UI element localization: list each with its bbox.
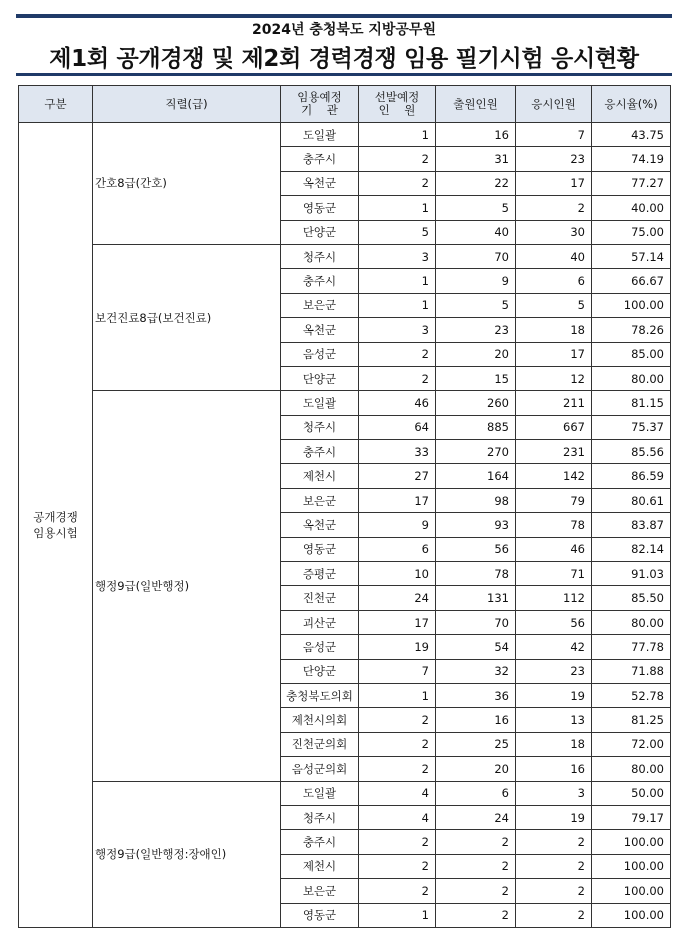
- applicants-cell: 16: [436, 708, 516, 732]
- agency-cell: 음성군: [281, 635, 359, 659]
- agency-cell: 청주시: [281, 415, 359, 439]
- rate-cell: 100.00: [592, 879, 671, 903]
- rate-cell: 75.00: [592, 220, 671, 244]
- agency-cell: 충주시: [281, 830, 359, 854]
- header-planned-line2: 인 원: [378, 103, 416, 117]
- agency-cell: 충청북도의회: [281, 683, 359, 707]
- grade-cell: 행정9급(일반행정:장애인): [93, 781, 281, 927]
- examinees-cell: 30: [516, 220, 592, 244]
- applicants-cell: 2: [436, 879, 516, 903]
- rate-cell: 80.00: [592, 366, 671, 390]
- planned-cell: 27: [359, 464, 436, 488]
- agency-cell: 보은군: [281, 879, 359, 903]
- category-line2: 임용시험: [33, 525, 78, 540]
- planned-cell: 1: [359, 293, 436, 317]
- planned-cell: 2: [359, 830, 436, 854]
- planned-cell: 24: [359, 586, 436, 610]
- examinees-cell: 142: [516, 464, 592, 488]
- planned-cell: 4: [359, 805, 436, 829]
- page-title: 제1회 공개경쟁 및 제2회 경력경쟁 임용 필기시험 응시현황: [49, 46, 639, 72]
- rate-cell: 80.00: [592, 757, 671, 781]
- rate-cell: 85.00: [592, 342, 671, 366]
- examinees-cell: 18: [516, 732, 592, 756]
- examinees-cell: 19: [516, 805, 592, 829]
- agency-cell: 보은군: [281, 488, 359, 512]
- examinees-cell: 231: [516, 440, 592, 464]
- title-bottom-rule: [16, 73, 672, 76]
- rate-cell: 43.75: [592, 123, 671, 147]
- agency-cell: 보은군: [281, 293, 359, 317]
- applicants-cell: 270: [436, 440, 516, 464]
- planned-cell: 1: [359, 903, 436, 927]
- planned-cell: 19: [359, 635, 436, 659]
- agency-cell: 제천시의회: [281, 708, 359, 732]
- examinees-cell: 2: [516, 854, 592, 878]
- rate-cell: 40.00: [592, 196, 671, 220]
- applicants-cell: 93: [436, 513, 516, 537]
- rate-cell: 81.15: [592, 391, 671, 415]
- rate-cell: 85.56: [592, 440, 671, 464]
- examinees-cell: 46: [516, 537, 592, 561]
- agency-cell: 음성군: [281, 342, 359, 366]
- applicants-cell: 56: [436, 537, 516, 561]
- applicants-cell: 885: [436, 415, 516, 439]
- examinees-cell: 40: [516, 244, 592, 268]
- header-examinees: 응시인원: [516, 86, 592, 123]
- rate-cell: 74.19: [592, 147, 671, 171]
- page-subtitle: 2024년 충청북도 지방공무원: [252, 22, 436, 38]
- examinees-cell: 2: [516, 903, 592, 927]
- applicants-cell: 24: [436, 805, 516, 829]
- examinees-cell: 17: [516, 171, 592, 195]
- applicants-cell: 9: [436, 269, 516, 293]
- examinees-cell: 16: [516, 757, 592, 781]
- agency-cell: 진천군의회: [281, 732, 359, 756]
- rate-cell: 85.50: [592, 586, 671, 610]
- agency-cell: 영동군: [281, 196, 359, 220]
- grade-cell: 간호8급(간호): [93, 123, 281, 245]
- agency-cell: 증평군: [281, 562, 359, 586]
- planned-cell: 2: [359, 366, 436, 390]
- planned-cell: 2: [359, 147, 436, 171]
- examinees-cell: 12: [516, 366, 592, 390]
- applicants-cell: 131: [436, 586, 516, 610]
- examinees-cell: 13: [516, 708, 592, 732]
- rate-cell: 80.00: [592, 610, 671, 634]
- agency-cell: 충주시: [281, 147, 359, 171]
- planned-cell: 2: [359, 757, 436, 781]
- rate-cell: 75.37: [592, 415, 671, 439]
- agency-cell: 음성군의회: [281, 757, 359, 781]
- examinees-cell: 5: [516, 293, 592, 317]
- applicants-cell: 31: [436, 147, 516, 171]
- agency-cell: 청주시: [281, 244, 359, 268]
- header-agency-line1: 임용예정: [297, 90, 342, 104]
- planned-cell: 2: [359, 854, 436, 878]
- agency-cell: 옥천군: [281, 513, 359, 537]
- planned-cell: 2: [359, 879, 436, 903]
- applicants-cell: 260: [436, 391, 516, 415]
- rate-cell: 72.00: [592, 732, 671, 756]
- agency-cell: 도일괄: [281, 391, 359, 415]
- examinees-cell: 6: [516, 269, 592, 293]
- agency-cell: 도일괄: [281, 781, 359, 805]
- rate-cell: 50.00: [592, 781, 671, 805]
- agency-cell: 단양군: [281, 659, 359, 683]
- applicants-cell: 98: [436, 488, 516, 512]
- agency-cell: 옥천군: [281, 171, 359, 195]
- rate-cell: 79.17: [592, 805, 671, 829]
- agency-cell: 영동군: [281, 903, 359, 927]
- rate-cell: 57.14: [592, 244, 671, 268]
- rate-cell: 100.00: [592, 903, 671, 927]
- rate-cell: 82.14: [592, 537, 671, 561]
- examinees-cell: 2: [516, 879, 592, 903]
- planned-cell: 17: [359, 610, 436, 634]
- planned-cell: 2: [359, 732, 436, 756]
- category-line1: 공개경쟁: [33, 509, 78, 524]
- header-grade: 직렬(급): [93, 86, 281, 123]
- applicants-cell: 70: [436, 610, 516, 634]
- applicants-cell: 20: [436, 342, 516, 366]
- agency-cell: 충주시: [281, 269, 359, 293]
- planned-cell: 10: [359, 562, 436, 586]
- applicants-cell: 40: [436, 220, 516, 244]
- planned-cell: 7: [359, 659, 436, 683]
- rate-cell: 78.26: [592, 318, 671, 342]
- planned-cell: 6: [359, 537, 436, 561]
- agency-cell: 도일괄: [281, 123, 359, 147]
- planned-cell: 46: [359, 391, 436, 415]
- rate-cell: 66.67: [592, 269, 671, 293]
- examinees-cell: 667: [516, 415, 592, 439]
- applicants-cell: 23: [436, 318, 516, 342]
- applicants-cell: 2: [436, 854, 516, 878]
- examinees-cell: 7: [516, 123, 592, 147]
- applicants-cell: 6: [436, 781, 516, 805]
- applicants-cell: 16: [436, 123, 516, 147]
- examinees-cell: 23: [516, 147, 592, 171]
- agency-cell: 충주시: [281, 440, 359, 464]
- applicants-cell: 22: [436, 171, 516, 195]
- applicants-cell: 5: [436, 196, 516, 220]
- agency-cell: 진천군: [281, 586, 359, 610]
- examinees-cell: 18: [516, 318, 592, 342]
- table-header-row: [19, 86, 671, 123]
- examinees-cell: 112: [516, 586, 592, 610]
- rate-cell: 77.27: [592, 171, 671, 195]
- header-gubun: 구분: [19, 86, 93, 123]
- planned-cell: 1: [359, 123, 436, 147]
- table-row: [19, 123, 671, 147]
- planned-cell: 2: [359, 708, 436, 732]
- applicants-cell: 15: [436, 366, 516, 390]
- agency-cell: 청주시: [281, 805, 359, 829]
- header-planned-line1: 선발예정: [374, 90, 420, 104]
- applicants-cell: 20: [436, 757, 516, 781]
- examinees-cell: 2: [516, 196, 592, 220]
- agency-cell: 영동군: [281, 537, 359, 561]
- table-row: [19, 244, 671, 268]
- examinees-cell: 23: [516, 659, 592, 683]
- examinees-cell: 3: [516, 781, 592, 805]
- applicants-cell: 164: [436, 464, 516, 488]
- applicants-cell: 54: [436, 635, 516, 659]
- applicants-cell: 36: [436, 683, 516, 707]
- exam-status-table: [18, 85, 671, 928]
- rate-cell: 86.59: [592, 464, 671, 488]
- applicants-cell: 70: [436, 244, 516, 268]
- agency-cell: 괴산군: [281, 610, 359, 634]
- examinees-cell: 79: [516, 488, 592, 512]
- rate-cell: 100.00: [592, 293, 671, 317]
- rate-cell: 83.87: [592, 513, 671, 537]
- header-planned: [359, 86, 436, 123]
- agency-cell: 옥천군: [281, 318, 359, 342]
- planned-cell: 64: [359, 415, 436, 439]
- agency-cell: 단양군: [281, 366, 359, 390]
- rate-cell: 80.61: [592, 488, 671, 512]
- table-row: [19, 781, 671, 805]
- title-top-rule: [16, 14, 672, 18]
- applicants-cell: 5: [436, 293, 516, 317]
- applicants-cell: 32: [436, 659, 516, 683]
- applicants-cell: 78: [436, 562, 516, 586]
- header-agency: [281, 86, 359, 123]
- applicants-cell: 25: [436, 732, 516, 756]
- rate-cell: 100.00: [592, 830, 671, 854]
- header-rate: 응시율(%): [592, 86, 671, 123]
- examinees-cell: 17: [516, 342, 592, 366]
- category-cell: [19, 123, 93, 928]
- rate-cell: 100.00: [592, 854, 671, 878]
- planned-cell: 33: [359, 440, 436, 464]
- table-body: [19, 123, 671, 928]
- agency-cell: 단양군: [281, 220, 359, 244]
- examinees-cell: 71: [516, 562, 592, 586]
- examinees-cell: 211: [516, 391, 592, 415]
- rate-cell: 91.03: [592, 562, 671, 586]
- agency-cell: 제천시: [281, 464, 359, 488]
- rate-cell: 81.25: [592, 708, 671, 732]
- planned-cell: 3: [359, 244, 436, 268]
- planned-cell: 2: [359, 171, 436, 195]
- header-agency-line2: 기 관: [301, 103, 338, 117]
- examinees-cell: 2: [516, 830, 592, 854]
- examinees-cell: 42: [516, 635, 592, 659]
- applicants-cell: 2: [436, 830, 516, 854]
- planned-cell: 5: [359, 220, 436, 244]
- planned-cell: 17: [359, 488, 436, 512]
- header-applicants: 출원인원: [436, 86, 516, 123]
- rate-cell: 77.78: [592, 635, 671, 659]
- planned-cell: 1: [359, 683, 436, 707]
- planned-cell: 2: [359, 342, 436, 366]
- planned-cell: 1: [359, 196, 436, 220]
- examinees-cell: 78: [516, 513, 592, 537]
- rate-cell: 52.78: [592, 683, 671, 707]
- examinees-cell: 19: [516, 683, 592, 707]
- planned-cell: 1: [359, 269, 436, 293]
- planned-cell: 3: [359, 318, 436, 342]
- grade-cell: 행정9급(일반행정): [93, 391, 281, 781]
- table-row: [19, 391, 671, 415]
- planned-cell: 4: [359, 781, 436, 805]
- agency-cell: 제천시: [281, 854, 359, 878]
- grade-cell: 보건진료8급(보건진료): [93, 244, 281, 390]
- rate-cell: 71.88: [592, 659, 671, 683]
- examinees-cell: 56: [516, 610, 592, 634]
- planned-cell: 9: [359, 513, 436, 537]
- applicants-cell: 2: [436, 903, 516, 927]
